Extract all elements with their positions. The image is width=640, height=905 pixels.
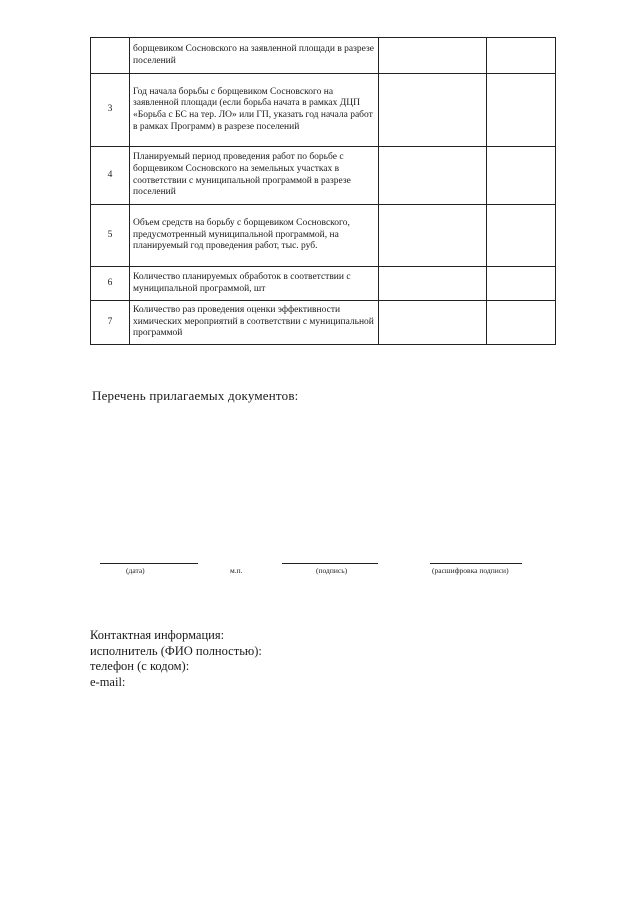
value-cell: [487, 74, 556, 147]
value-cell: [379, 267, 487, 301]
table-row: [91, 301, 556, 345]
value-cell: [379, 301, 487, 345]
table-row: [91, 74, 556, 147]
decoding-line: [430, 563, 522, 564]
value-cell: [487, 147, 556, 205]
form-table: [90, 37, 556, 345]
decoding-caption: (расшифровка подписи): [432, 566, 509, 575]
row-description: Планируемый период проведения работ по борьбе с борщевиком Сосновского на земельных участках в соответствии с муниципальной программой в разрезе поселений: [130, 147, 379, 205]
row-number: 4: [91, 147, 130, 205]
date-line: [100, 563, 198, 564]
executor-label: исполнитель (ФИО полностью):: [90, 643, 262, 658]
value-cell: [487, 38, 556, 74]
row-description: Количество раз проведения оценки эффективности химических мероприятий в соответствии с муниципальной программой: [130, 301, 379, 345]
contact-block: [90, 628, 262, 690]
row-description: борщевиком Сосновского на заявленной площади в разрезе поселений: [130, 38, 379, 74]
row-number: 6: [91, 267, 130, 301]
value-cell: [379, 38, 487, 74]
table-row: [91, 267, 556, 301]
row-description: Год начала борьбы с борщевиком Сосновского на заявленной площади (если борьба начата в рамках ДЦП «Борьба с БС на тер. ЛО» или ГП, указать год начала работ в рамках Программ) в разрезе поселений: [130, 74, 379, 147]
row-number: [91, 38, 130, 74]
row-description: Количество планируемых обработок в соответствии с муниципальной программой, шт: [130, 267, 379, 301]
contact-heading: Контактная информация:: [90, 628, 225, 642]
phone-label: телефон (с кодом):: [90, 659, 190, 673]
stamp-caption: м.п.: [230, 566, 243, 575]
row-description: Объем средств на борьбу с борщевиком Сосновского, предусмотренный муниципальной программой, на планируемый год проведения работ, тыс. руб.: [130, 205, 379, 267]
table-row: [91, 205, 556, 267]
row-number: 3: [91, 74, 130, 147]
table-row: [91, 38, 556, 74]
signature-line: [282, 563, 378, 564]
attached-documents-label: Перечень прилагаемых документов:: [92, 388, 299, 403]
table-row: [91, 147, 556, 205]
signature-caption: (подпись): [316, 566, 348, 575]
value-cell: [379, 147, 487, 205]
date-caption: (дата): [126, 566, 145, 575]
value-cell: [487, 301, 556, 345]
row-number: 5: [91, 205, 130, 267]
email-label: e-mail:: [90, 674, 126, 689]
row-number: 7: [91, 301, 130, 345]
value-cell: [379, 74, 487, 147]
value-cell: [487, 205, 556, 267]
value-cell: [487, 267, 556, 301]
value-cell: [379, 205, 487, 267]
